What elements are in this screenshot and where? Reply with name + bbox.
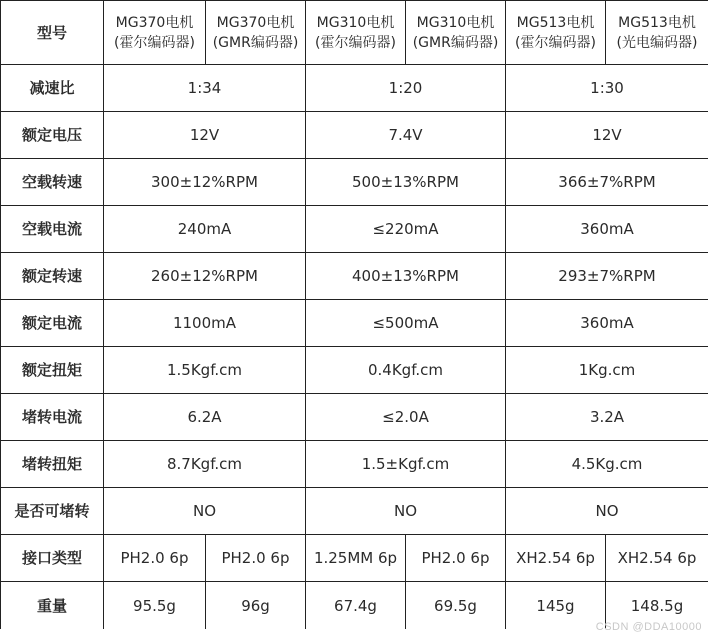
header-row [1,1,708,65]
table-cell: 293±7%RPM [506,253,708,300]
interface-row [1,535,708,582]
table-cell: 300±12%RPM [104,159,306,206]
header-label: 型号 [1,1,104,65]
model-cell [306,1,406,65]
model-encoder: (霍尔编码器) [306,33,405,53]
table-cell: 67.4g [306,582,406,630]
table-cell: 360mA [506,206,708,253]
table-row [1,253,708,300]
model-cell [606,1,708,65]
model-cell [506,1,606,65]
table-cell: PH2.0 6p [406,535,506,582]
table-row [1,65,708,112]
model-name: MG513电机 [606,13,708,33]
table-cell: 69.5g [406,582,506,630]
table-row [1,488,708,535]
table-cell: 1.5Kgf.cm [104,347,306,394]
row-label: 重量 [1,582,104,630]
model-encoder: (GMR编码器) [406,33,505,53]
table-cell: 1:34 [104,65,306,112]
row-label: 是否可堵转 [1,488,104,535]
table-cell: 1.5±Kgf.cm [306,441,506,488]
model-name: MG310电机 [406,13,505,33]
model-name: MG513电机 [506,13,605,33]
model-name: MG370电机 [206,13,305,33]
table-cell: 1Kg.cm [506,347,708,394]
row-label: 额定电压 [1,112,104,159]
table-row [1,112,708,159]
table-cell: 12V [104,112,306,159]
table-cell: 400±13%RPM [306,253,506,300]
model-cell [104,1,206,65]
table-cell: 95.5g [104,582,206,630]
table-cell: 366±7%RPM [506,159,708,206]
row-label: 堵转扭矩 [1,441,104,488]
table-cell: 6.2A [104,394,306,441]
model-cell [206,1,306,65]
table-cell: 1.25MM 6p [306,535,406,582]
model-name: MG370电机 [104,13,205,33]
table-cell: 0.4Kgf.cm [306,347,506,394]
row-label: 额定扭矩 [1,347,104,394]
table-cell: 1:20 [306,65,506,112]
table-cell: 145g [506,582,606,630]
table-cell: 96g [206,582,306,630]
table-row [1,300,708,347]
table-row [1,394,708,441]
model-cell [406,1,506,65]
row-label: 空载电流 [1,206,104,253]
model-encoder: (GMR编码器) [206,33,305,53]
table-cell: 240mA [104,206,306,253]
table-row [1,441,708,488]
table-row [1,159,708,206]
table-cell: 3.2A [506,394,708,441]
row-label: 减速比 [1,65,104,112]
model-encoder: (霍尔编码器) [104,33,205,53]
table-cell: 360mA [506,300,708,347]
model-name: MG310电机 [306,13,405,33]
table-cell: 1:30 [506,65,708,112]
table-cell: 1100mA [104,300,306,347]
table-cell: 8.7Kgf.cm [104,441,306,488]
row-label: 额定转速 [1,253,104,300]
table-cell: NO [104,488,306,535]
model-encoder: (霍尔编码器) [506,33,605,53]
row-label: 接口类型 [1,535,104,582]
model-encoder: (光电编码器) [606,33,708,53]
table-cell: 260±12%RPM [104,253,306,300]
table-cell: XH2.54 6p [606,535,708,582]
table-cell: 4.5Kg.cm [506,441,708,488]
table-cell: ≤220mA [306,206,506,253]
table-cell: 7.4V [306,112,506,159]
table-cell: NO [506,488,708,535]
row-label: 堵转电流 [1,394,104,441]
table-cell: PH2.0 6p [104,535,206,582]
table-cell: 148.5g [606,582,708,630]
table-cell: ≤500mA [306,300,506,347]
table-cell: ≤2.0A [306,394,506,441]
table-cell: 500±13%RPM [306,159,506,206]
table-cell: NO [306,488,506,535]
table-row [1,347,708,394]
table-cell: 12V [506,112,708,159]
watermark: CSDN @DDA10000 [596,621,702,633]
table-cell: PH2.0 6p [206,535,306,582]
row-label: 额定电流 [1,300,104,347]
table-row [1,206,708,253]
table-cell: XH2.54 6p [506,535,606,582]
row-label: 空载转速 [1,159,104,206]
